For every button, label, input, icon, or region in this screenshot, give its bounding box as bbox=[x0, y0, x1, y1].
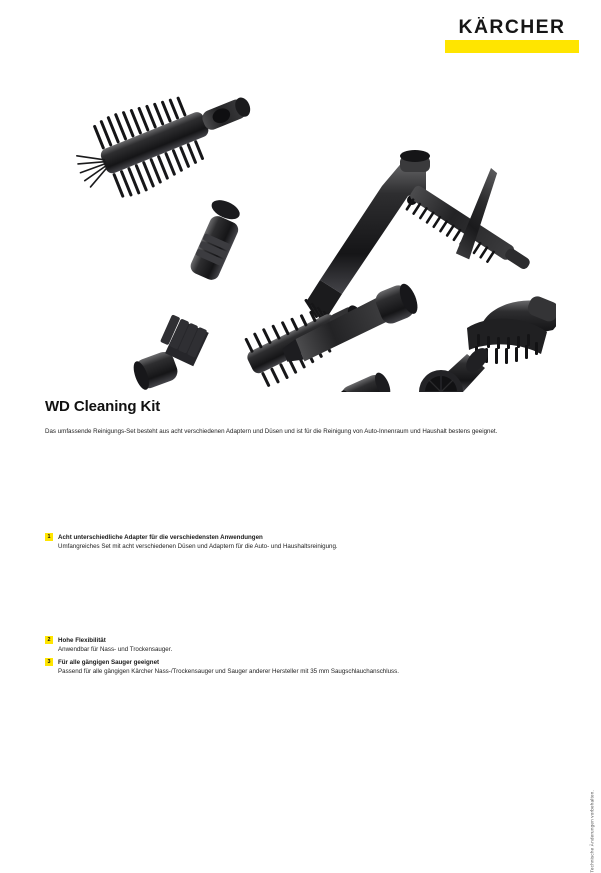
legal-side-note: Technische Änderungen vorbehalten. bbox=[590, 790, 595, 873]
feature-number: 2 bbox=[45, 636, 53, 644]
feature-heading: Für alle gängigen Sauger geeignet bbox=[58, 659, 160, 666]
brand-wordmark: KÄRCHER bbox=[458, 17, 566, 38]
feature-number: 1 bbox=[45, 533, 53, 541]
brand-block bbox=[445, 18, 579, 53]
feature-body bbox=[58, 636, 515, 654]
feature-text: Passend für alle gängigen Kärcher Nass-/Trockensauger und Sauger anderer Hersteller mit 35 mm Saugschlauchanschluss. bbox=[58, 668, 399, 675]
brand-accent-bar bbox=[445, 40, 579, 53]
feature-text: Umfangreiches Set mit acht verschiedenen Düsen und Adaptern für die Auto- und Haushaltsreinigung. bbox=[58, 543, 338, 550]
product-intro: Das umfassende Reinigungs-Set besteht aus acht verschiedenen Adaptern und Düsen und ist für die Reinigung von Auto-Innenraum und Haushalt bestens geeignet. bbox=[45, 428, 498, 435]
feature-body bbox=[58, 533, 515, 551]
product-hero-image bbox=[45, 72, 556, 392]
feature-item bbox=[45, 636, 515, 654]
page-title: WD Cleaning Kit bbox=[45, 398, 161, 415]
feature-heading: Hohe Flexibilität bbox=[58, 637, 106, 644]
feature-heading: Acht unterschiedliche Adapter für die verschiedensten Anwendungen bbox=[58, 534, 263, 541]
feature-item bbox=[45, 533, 515, 551]
feature-number: 3 bbox=[45, 658, 53, 666]
feature-text: Anwendbar für Nass- und Trockensauger. bbox=[58, 646, 173, 653]
feature-item bbox=[45, 658, 515, 676]
feature-body bbox=[58, 658, 515, 676]
